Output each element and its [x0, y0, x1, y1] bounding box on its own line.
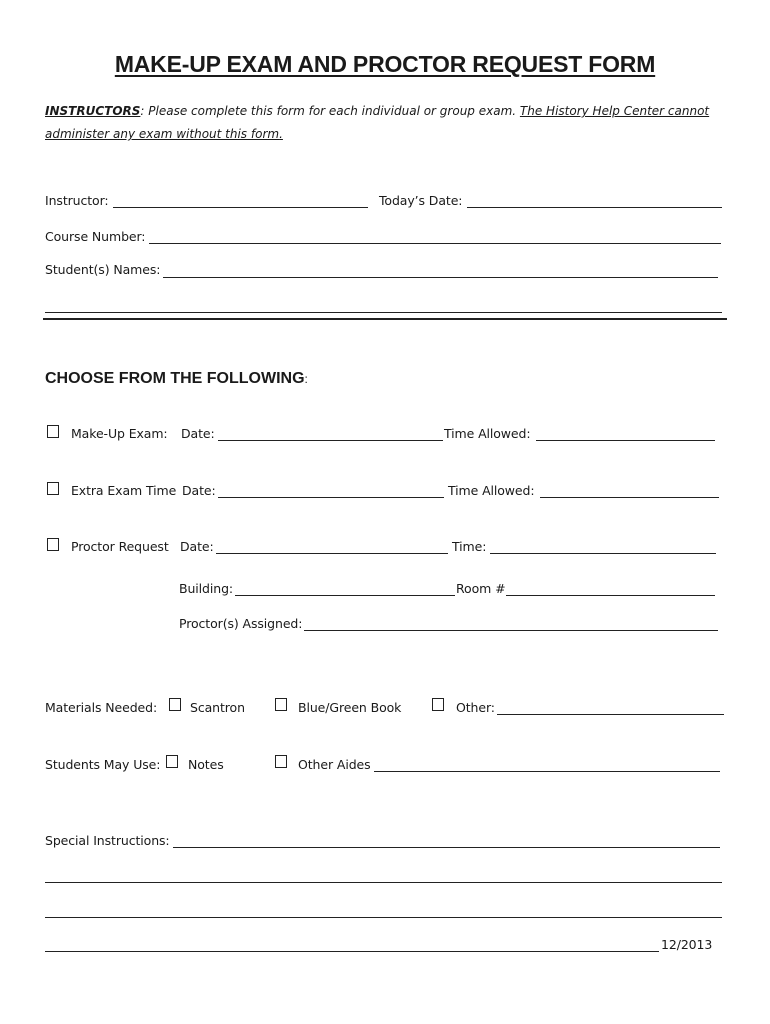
- notes-checkbox[interactable]: [166, 755, 178, 768]
- makeup-exam-checkbox[interactable]: [47, 425, 59, 438]
- building-field[interactable]: [235, 595, 455, 596]
- instructions-lead: INSTRUCTORS: [45, 104, 141, 118]
- proctors-assigned-label: Proctor(s) Assigned:: [179, 616, 303, 631]
- choose-heading-colon: :: [304, 372, 308, 386]
- students-names-extra-line[interactable]: [45, 312, 722, 313]
- makeup-exam-date-field[interactable]: [218, 440, 443, 441]
- makeup-exam-time-allowed-field[interactable]: [536, 440, 715, 441]
- students-names-label: Student(s) Names:: [45, 262, 161, 277]
- other-aides-checkbox[interactable]: [275, 755, 287, 768]
- proctor-request-date-field[interactable]: [216, 553, 448, 554]
- extra-exam-time-label: Extra Exam Time: [71, 483, 177, 498]
- choose-heading-text: CHOOSE FROM THE FOLLOWING: [45, 370, 305, 387]
- instructions-period: .: [279, 127, 283, 141]
- form-title: MAKE-UP EXAM AND PROCTOR REQUEST FORM: [114, 51, 656, 77]
- instructions-notice-line2: administer any exam without this form: [45, 127, 280, 141]
- instructions-body: : Please complete this form for each individual or group exam.: [140, 104, 520, 118]
- room-label: Room #: [456, 581, 506, 596]
- blue-green-book-label: Blue/Green Book: [298, 700, 402, 715]
- proctors-assigned-field[interactable]: [304, 630, 718, 631]
- instructions-text: [45, 100, 735, 146]
- makeup-exam-time-allowed-label: Time Allowed:: [444, 426, 531, 441]
- proctor-request-date-label: Date:: [180, 539, 214, 554]
- proctor-request-time-field[interactable]: [490, 553, 716, 554]
- special-instructions-line-2[interactable]: [45, 882, 722, 883]
- todays-date-field[interactable]: [467, 207, 722, 208]
- instructor-label: Instructor:: [45, 193, 109, 208]
- special-instructions-field[interactable]: [173, 847, 720, 848]
- materials-other-checkbox[interactable]: [432, 698, 444, 711]
- proctor-request-checkbox[interactable]: [47, 538, 59, 551]
- choose-heading: [45, 370, 308, 388]
- notes-label: Notes: [188, 757, 224, 772]
- other-aides-label: Other Aides: [298, 757, 371, 772]
- section-divider: [43, 318, 727, 320]
- materials-needed-label: Materials Needed:: [45, 700, 158, 715]
- special-instructions-line-3[interactable]: [45, 917, 722, 918]
- extra-exam-time-allowed-label: Time Allowed:: [448, 483, 535, 498]
- makeup-exam-label: Make-Up Exam:: [71, 426, 168, 441]
- extra-exam-time-date-field[interactable]: [218, 497, 444, 498]
- students-names-field[interactable]: [163, 277, 718, 278]
- extra-exam-time-checkbox[interactable]: [47, 482, 59, 495]
- scantron-label: Scantron: [190, 700, 245, 715]
- blue-green-book-checkbox[interactable]: [275, 698, 287, 711]
- building-label: Building:: [179, 581, 234, 596]
- materials-other-field[interactable]: [497, 714, 724, 715]
- instructions-notice-line1: The History Help Center cannot: [519, 104, 710, 118]
- proctor-request-label: Proctor Request: [71, 539, 169, 554]
- other-aides-field[interactable]: [374, 771, 720, 772]
- special-instructions-label: Special Instructions:: [45, 833, 170, 848]
- materials-other-label: Other:: [456, 700, 495, 715]
- proctor-request-time-label: Time:: [452, 539, 487, 554]
- special-instructions-line-4[interactable]: [45, 951, 659, 952]
- instructor-field[interactable]: [113, 207, 368, 208]
- scantron-checkbox[interactable]: [169, 698, 181, 711]
- revision-date: 12/2013: [661, 937, 713, 952]
- students-may-use-label: Students May Use:: [45, 757, 161, 772]
- room-field[interactable]: [506, 595, 715, 596]
- todays-date-label: Today’s Date:: [379, 193, 463, 208]
- makeup-exam-date-label: Date:: [181, 426, 215, 441]
- extra-exam-time-date-label: Date:: [182, 483, 216, 498]
- extra-exam-time-allowed-field[interactable]: [540, 497, 719, 498]
- course-number-field[interactable]: [149, 243, 721, 244]
- course-number-label: Course Number:: [45, 229, 146, 244]
